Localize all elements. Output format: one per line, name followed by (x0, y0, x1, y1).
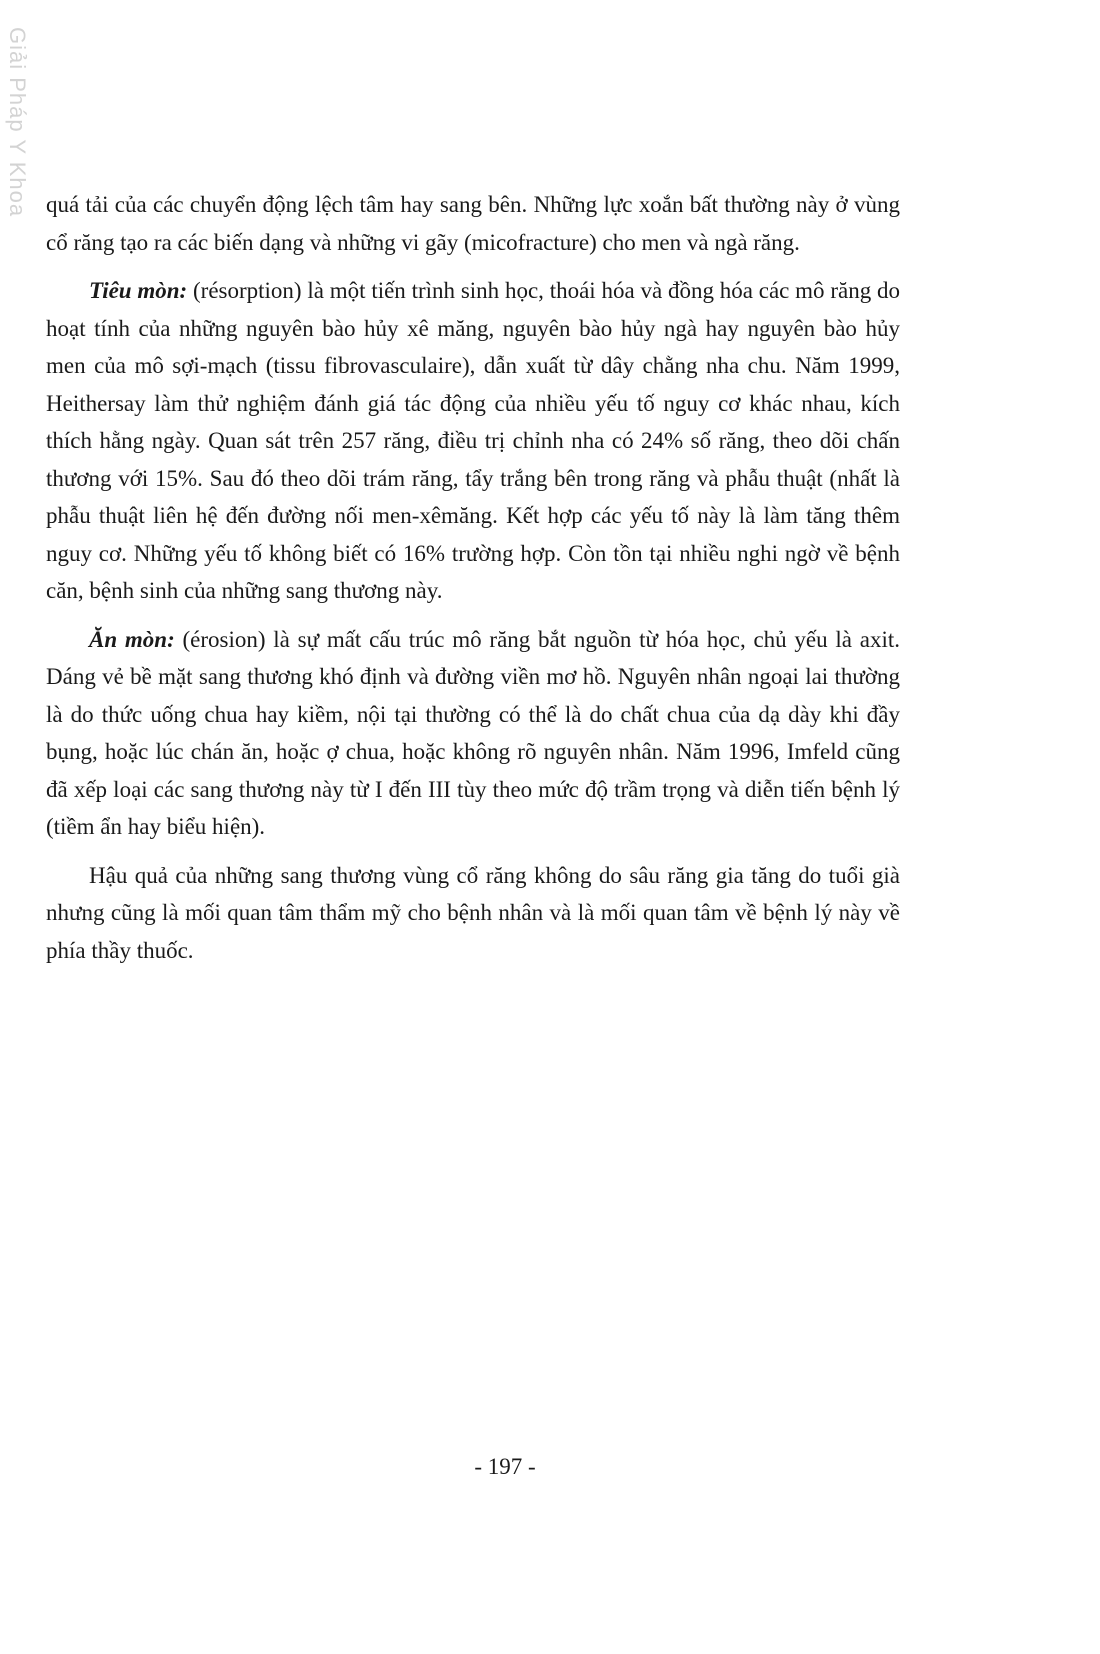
paragraph-hau-qua (46, 857, 900, 970)
paragraph-text: (résorption) là một tiến trình sinh học, thoái hóa và đồng hóa các mô răng do hoạt tính của những nguyên bào hủy xê măng, nguyên bào hủy ngà hay nguyên bào hủy men của mô sợi-mạch (tissu fibrovasculaire), dẫn xuất từ dây chằng nha chu. Năm 1999, Heithersay làm thử nghiệm đánh giá tác động của nhiều yếu tố nguy cơ khác nhau, kích thích hằng ngày. Quan sát trên 257 răng, điều trị chỉnh nha có 24% số răng, theo dõi chấn thương với 15%. Sau đó theo dõi trám răng, tẩy trắng bên trong răng và phẫu thuật (nhất là phẫu thuật liên hệ đến đường nối men-xêmăng. Kết hợp các yếu tố này là làm tăng thêm nguy cơ. Những yếu tố không biết có 16% trường hợp. Còn tồn tại nhiều nghi ngờ về bệnh căn, bệnh sinh của những sang thương này. (46, 278, 900, 603)
page-body (46, 186, 900, 980)
paragraph-continuation (46, 186, 900, 261)
page-number: - 197 - (474, 1454, 536, 1479)
paragraph-text: quá tải của các chuyển động lệch tâm hay sang bên. Những lực xoắn bất thường này ở vùng cổ răng tạo ra các biến dạng và những vi gãy (micofracture) cho men và ngà răng. (46, 192, 900, 255)
paragraph-text: Hậu quả của những sang thương vùng cổ răng không do sâu răng gia tăng do tuổi già nhưng cũng là mối quan tâm thẩm mỹ cho bệnh nhân và là mối quan tâm về bệnh lý này về phía thầy thuốc. (46, 862, 900, 963)
paragraph-an-mon (46, 621, 900, 846)
paragraph-text: (érosion) là sự mất cấu trúc mô răng bắt nguồn từ hóa học, chủ yếu là axit. Dáng vẻ bề mặt sang thương khó định và đường viền mơ hồ. Nguyên nhân ngoại lai thường là do thức uống chua hay kiềm, nội tại thường có thể là do chất chua của dạ dày khi đầy bụng, hoặc lúc chán ăn, hoặc ợ chua, hoặc không rõ nguyên nhân. Năm 1996, Imfeld cũng đã xếp loại các sang thương này từ I đến III tùy theo mức độ trầm trọng và diễn tiến bệnh lý (tiềm ẩn hay biểu hiện). (46, 626, 900, 839)
watermark-text: Giải Pháp Y Khoa (5, 27, 30, 218)
paragraph-tieu-mon (46, 272, 900, 610)
term-an-mon: Ăn mòn: (89, 626, 175, 652)
term-tieu-mon: Tiêu mòn: (89, 278, 188, 303)
